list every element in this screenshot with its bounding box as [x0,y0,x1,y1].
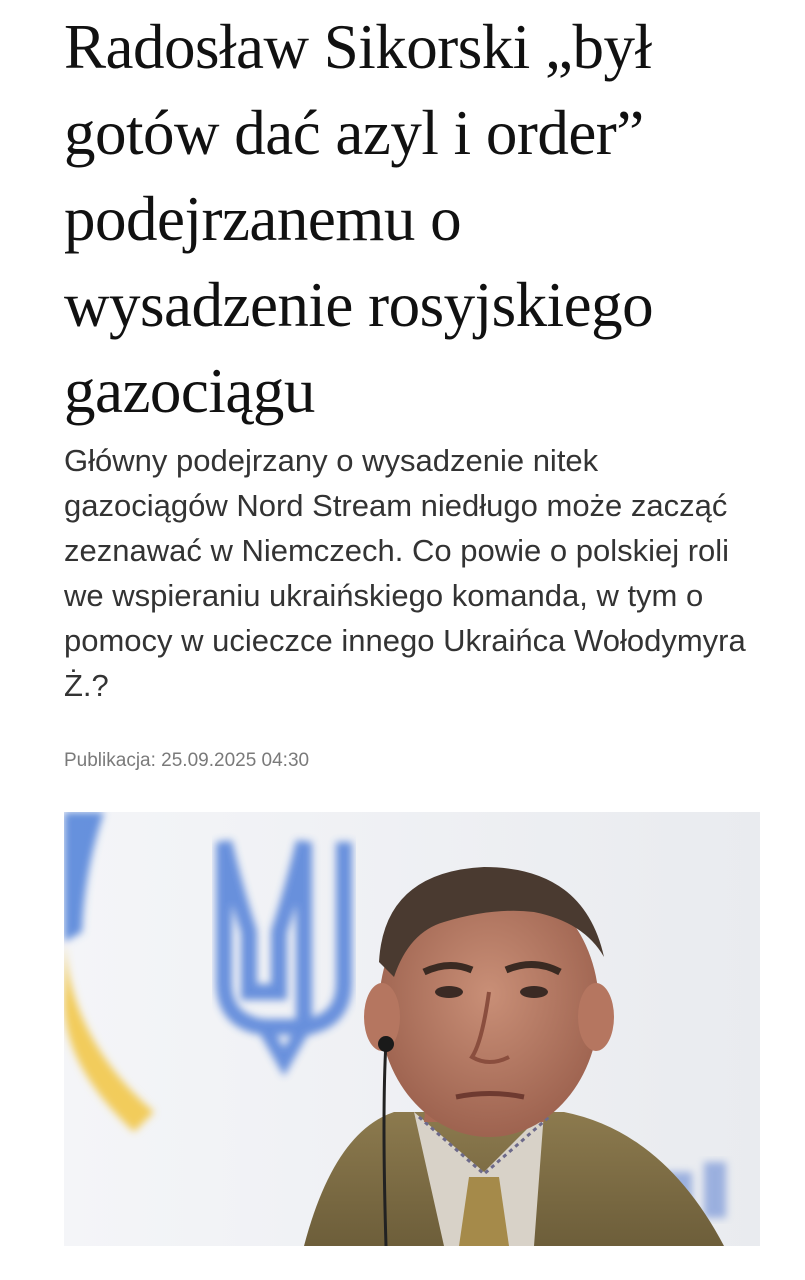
publication-date: 25.09.2025 04:30 [161,750,310,771]
article-headline: Radosław Sikorski „był gotów dać azyl i order” podejrzanemu o wysadzenie rosyjskiego gazociągu [64,12,654,426]
photo-illustration [64,812,760,1246]
publication-info [64,748,309,774]
article-photo[interactable] [64,812,760,1246]
article-lead: Główny podejrzany o wysadzenie nitek gazociągów Nord Stream niedługo może zacząć zeznawać w Niemczech. Co powie o polskiej roli we wspieraniu ukraińskiego komanda, w tym o pomocy w ucieczce innego Ukraińca Wołodymyra Ż.? [64,443,746,703]
publication-label: Publikacja: [64,750,156,771]
